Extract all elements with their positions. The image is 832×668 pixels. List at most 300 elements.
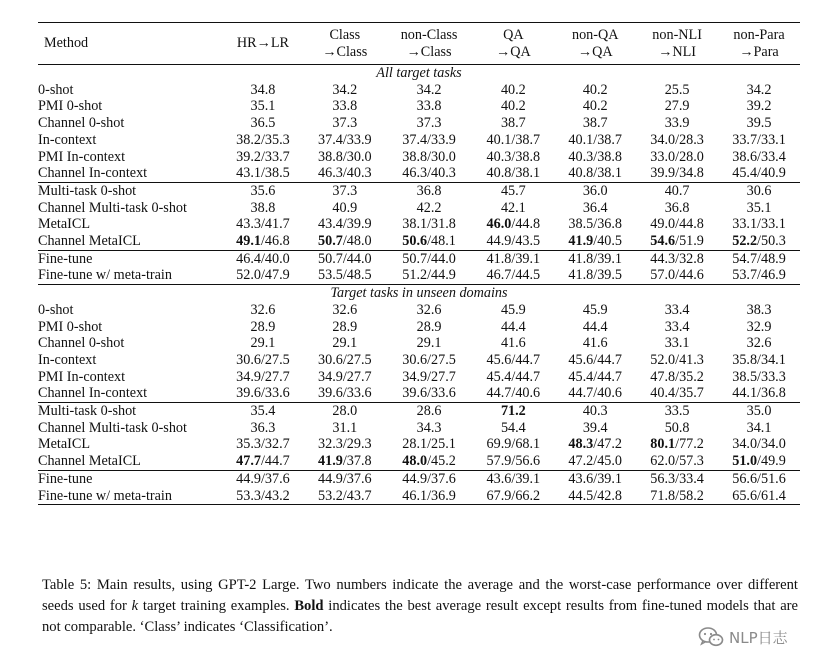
score-cell xyxy=(304,488,386,505)
average-score: 34.9 xyxy=(318,368,343,385)
table-row xyxy=(38,182,800,199)
worst-case-score: /42.8 xyxy=(593,487,623,504)
table-row xyxy=(38,319,800,336)
worst-case-score: /51.6 xyxy=(757,470,786,487)
average-score: 35.3 xyxy=(236,436,261,453)
score-cell xyxy=(222,165,304,182)
average-score: 46.7 xyxy=(486,267,512,284)
method-name-cell: Channel 0-shot xyxy=(38,335,125,352)
worst-case-score: /35.2 xyxy=(675,368,704,385)
score-cell xyxy=(718,302,800,319)
average-score: 47.8 xyxy=(650,368,676,385)
average-score: 45.9 xyxy=(582,301,608,318)
worst-case-score: /27.7 xyxy=(260,368,290,385)
method-name-cell: 0-shot xyxy=(38,81,74,98)
score-cell xyxy=(222,216,304,233)
score-cell xyxy=(636,149,718,166)
average-score: 31.1 xyxy=(332,419,358,436)
average-score: 35.8 xyxy=(732,351,758,368)
worst-case-score: /40.3 xyxy=(342,165,372,182)
score-cell xyxy=(304,302,386,319)
average-score: 30.6 xyxy=(236,351,261,368)
score-cell xyxy=(718,403,800,420)
score-cell xyxy=(222,436,304,453)
score-cell xyxy=(472,149,554,166)
average-score: 65.6 xyxy=(732,487,758,504)
worst-case-score: /37.8 xyxy=(342,453,372,470)
score-cell xyxy=(554,302,636,319)
average-score: 50.6 xyxy=(402,233,428,250)
average-score: 36.8 xyxy=(664,199,690,216)
score-cell xyxy=(222,149,304,166)
score-cell xyxy=(304,420,386,437)
score-cell xyxy=(718,200,800,217)
score-cell xyxy=(554,216,636,233)
score-cell xyxy=(636,488,718,505)
average-score: 40.9 xyxy=(332,199,358,216)
section-title: Target tasks in unseen domains xyxy=(38,285,800,302)
average-score: 48.3 xyxy=(568,436,594,453)
worst-case-score: /48.1 xyxy=(427,233,456,250)
worst-case-score: /27.5 xyxy=(260,351,290,368)
table-row xyxy=(38,352,800,369)
worst-case-score: /57.3 xyxy=(675,453,704,470)
average-score: 29.1 xyxy=(250,335,276,352)
score-cell xyxy=(636,385,718,402)
average-score: 39.2 xyxy=(236,148,261,165)
average-score: 38.7 xyxy=(582,115,608,132)
average-score: 36.5 xyxy=(250,115,276,132)
score-cell xyxy=(718,319,800,336)
average-score: 33.8 xyxy=(332,98,358,115)
average-score: 44.7 xyxy=(568,385,594,402)
worst-case-score: /43.7 xyxy=(342,487,372,504)
average-score: 34.0 xyxy=(732,436,758,453)
watermark-text: NLP日志 xyxy=(729,628,788,647)
worst-case-score: /37.6 xyxy=(427,470,456,487)
worst-case-score: /38.8 xyxy=(511,148,541,165)
score-cell xyxy=(554,115,636,132)
worst-case-score: /39.1 xyxy=(593,250,623,267)
score-cell xyxy=(636,436,718,453)
average-score: 40.1 xyxy=(568,131,594,148)
average-score: 54.4 xyxy=(500,419,526,436)
average-score: 33.5 xyxy=(664,403,690,420)
score-cell xyxy=(554,233,636,250)
average-score: 39.5 xyxy=(746,115,772,132)
worst-case-score: /45.0 xyxy=(593,453,623,470)
worst-case-score: /30.0 xyxy=(342,148,372,165)
worst-case-score: /40.3 xyxy=(427,165,456,182)
score-cell xyxy=(386,369,473,386)
average-score: 50.7 xyxy=(318,233,343,250)
score-cell xyxy=(718,436,800,453)
average-score: 33.4 xyxy=(664,301,690,318)
worst-case-score: /39.9 xyxy=(342,216,372,233)
table-row xyxy=(38,385,800,402)
section-title-row xyxy=(38,65,800,82)
average-score: 69.9 xyxy=(486,436,512,453)
score-cell xyxy=(386,436,473,453)
results-table xyxy=(38,22,800,505)
score-cell xyxy=(472,216,554,233)
score-cell xyxy=(304,470,386,487)
worst-case-score: /32.8 xyxy=(675,250,704,267)
average-score: 32.9 xyxy=(746,318,772,335)
score-cell xyxy=(718,216,800,233)
score-cell xyxy=(304,233,386,250)
average-score: 40.8 xyxy=(486,165,512,182)
score-cell xyxy=(386,216,473,233)
average-score: 44.5 xyxy=(568,487,594,504)
average-score: 28.6 xyxy=(416,403,442,420)
table-row xyxy=(38,115,800,132)
score-cell xyxy=(386,403,473,420)
score-cell xyxy=(472,335,554,352)
score-cell xyxy=(636,82,718,99)
score-cell xyxy=(718,352,800,369)
average-score: 51.2 xyxy=(402,267,428,284)
score-cell xyxy=(636,302,718,319)
score-cell xyxy=(222,453,304,470)
score-cell xyxy=(636,267,718,284)
score-cell xyxy=(636,453,718,470)
worst-case-score: /40.0 xyxy=(260,250,290,267)
score-cell xyxy=(472,182,554,199)
table-row xyxy=(38,470,800,487)
table-row xyxy=(38,436,800,453)
score-cell xyxy=(386,98,473,115)
score-cell xyxy=(636,369,718,386)
average-score: 44.9 xyxy=(236,470,261,487)
score-cell xyxy=(472,267,554,284)
average-score: 40.7 xyxy=(664,182,690,199)
table-row xyxy=(38,369,800,386)
method-name-cell: PMI In-context xyxy=(38,368,126,385)
worst-case-score: /33.1 xyxy=(757,131,786,148)
method-name-cell: Channel 0-shot xyxy=(38,115,125,132)
worst-case-score: /44.8 xyxy=(511,216,541,233)
worst-case-score: /61.4 xyxy=(757,487,786,504)
average-score: 56.3 xyxy=(650,470,676,487)
average-score: 67.9 xyxy=(486,487,512,504)
score-cell xyxy=(386,420,473,437)
column-header-line2: →NLI xyxy=(658,43,697,60)
average-score: 38.7 xyxy=(500,115,526,132)
score-cell xyxy=(386,470,473,487)
score-cell xyxy=(386,453,473,470)
average-score: 45.9 xyxy=(500,301,526,318)
average-score: 41.6 xyxy=(500,335,526,352)
score-cell xyxy=(636,403,718,420)
table-row xyxy=(38,250,800,267)
score-cell xyxy=(304,369,386,386)
score-cell xyxy=(636,319,718,336)
average-score: 35.6 xyxy=(250,182,276,199)
worst-case-score: /40.6 xyxy=(511,385,541,402)
worst-case-score: /33.6 xyxy=(342,385,372,402)
score-cell xyxy=(636,132,718,149)
average-score: 36.4 xyxy=(582,199,608,216)
column-header-line1: Method xyxy=(44,35,89,52)
average-score: 34.3 xyxy=(416,419,442,436)
score-cell xyxy=(472,132,554,149)
worst-case-score: /68.1 xyxy=(511,436,541,453)
score-cell xyxy=(718,82,800,99)
average-score: 45.4 xyxy=(486,368,512,385)
score-cell xyxy=(472,82,554,99)
average-score: 32.6 xyxy=(250,301,276,318)
score-cell xyxy=(472,488,554,505)
average-score: 33.1 xyxy=(664,335,690,352)
score-cell xyxy=(718,98,800,115)
worst-case-score: /30.0 xyxy=(427,148,456,165)
score-cell xyxy=(554,165,636,182)
average-score: 39.4 xyxy=(582,419,608,436)
column-header xyxy=(304,23,386,65)
score-cell xyxy=(304,319,386,336)
worst-case-score: /32.7 xyxy=(260,436,290,453)
worst-case-score: /44.0 xyxy=(427,250,456,267)
worst-case-score: /38.7 xyxy=(511,131,541,148)
worst-case-score: /25.1 xyxy=(427,436,456,453)
worst-case-score: /44.8 xyxy=(675,216,704,233)
average-score: 35.1 xyxy=(746,199,772,216)
score-cell xyxy=(386,488,473,505)
average-score: 36.3 xyxy=(250,419,276,436)
table-row xyxy=(38,403,800,420)
watermark xyxy=(698,625,788,649)
worst-case-score: /44.7 xyxy=(260,453,290,470)
worst-case-score: /40.9 xyxy=(757,165,786,182)
average-score: 28.1 xyxy=(402,436,428,453)
table-row xyxy=(38,488,800,505)
score-cell xyxy=(386,250,473,267)
score-cell xyxy=(386,233,473,250)
method-name-cell: In-context xyxy=(38,131,97,148)
worst-case-score: /36.8 xyxy=(757,385,786,402)
worst-case-score: /44.7 xyxy=(593,351,623,368)
worst-case-score: /33.1 xyxy=(757,216,786,233)
average-score: 40.2 xyxy=(500,81,526,98)
average-score: 37.3 xyxy=(416,115,442,132)
worst-case-score: /33.9 xyxy=(427,131,456,148)
score-cell xyxy=(472,302,554,319)
score-cell xyxy=(222,98,304,115)
average-score: 52.2 xyxy=(732,233,758,250)
worst-case-score: /49.9 xyxy=(757,453,786,470)
score-cell xyxy=(386,385,473,402)
score-cell xyxy=(472,250,554,267)
average-score: 52.0 xyxy=(236,267,261,284)
average-score: 48.0 xyxy=(402,453,428,470)
average-score: 43.4 xyxy=(318,216,343,233)
average-score: 46.1 xyxy=(402,487,428,504)
score-cell xyxy=(636,335,718,352)
average-score: 39.6 xyxy=(402,385,428,402)
worst-case-score: /27.7 xyxy=(427,368,456,385)
average-score: 34.2 xyxy=(746,81,772,98)
worst-case-score: /38.5 xyxy=(260,165,290,182)
score-cell xyxy=(222,200,304,217)
average-score: 42.2 xyxy=(416,199,442,216)
score-cell xyxy=(718,115,800,132)
average-score: 34.9 xyxy=(402,368,428,385)
column-header-line2: →QA xyxy=(577,43,613,60)
score-cell xyxy=(636,115,718,132)
worst-case-score: /44.6 xyxy=(675,267,704,284)
average-score: 50.7 xyxy=(318,250,343,267)
score-cell xyxy=(718,488,800,505)
average-score: 34.0 xyxy=(650,131,676,148)
average-score: 38.1 xyxy=(402,216,428,233)
worst-case-score: /33.7 xyxy=(260,148,290,165)
average-score: 46.3 xyxy=(402,165,428,182)
score-cell xyxy=(636,200,718,217)
score-cell xyxy=(386,165,473,182)
caption-text-3: indicates the best average result except results from fine-tuned models that are not comparable. ‘Class’ indicates ‘Classification’. xyxy=(42,598,799,635)
average-score: 38.8 xyxy=(402,148,428,165)
worst-case-score: /40.5 xyxy=(593,233,623,250)
score-cell xyxy=(554,403,636,420)
average-score: 53.2 xyxy=(318,487,343,504)
score-cell xyxy=(222,132,304,149)
score-cell xyxy=(554,200,636,217)
average-score: 38.2 xyxy=(236,131,261,148)
average-score: 44.9 xyxy=(486,233,512,250)
method-name-cell: Channel MetaICL xyxy=(38,453,141,470)
score-cell xyxy=(304,182,386,199)
worst-case-score: /38.8 xyxy=(593,148,623,165)
section-title: All target tasks xyxy=(38,65,800,82)
score-cell xyxy=(636,420,718,437)
average-score: 45.7 xyxy=(500,182,526,199)
column-header-line2: →Class xyxy=(322,43,368,60)
score-cell xyxy=(472,165,554,182)
average-score: 47.7 xyxy=(236,453,261,470)
average-score: 50.8 xyxy=(664,419,690,436)
worst-case-score: /44.7 xyxy=(511,351,541,368)
average-score: 28.9 xyxy=(332,318,358,335)
score-cell xyxy=(304,352,386,369)
average-score: 40.4 xyxy=(650,385,676,402)
average-score: 51.0 xyxy=(732,453,758,470)
score-cell xyxy=(472,385,554,402)
average-score: 44.9 xyxy=(318,470,343,487)
score-cell xyxy=(304,403,386,420)
score-cell xyxy=(222,420,304,437)
worst-case-score: /46.8 xyxy=(260,233,290,250)
table-row xyxy=(38,302,800,319)
average-score: 57.0 xyxy=(650,267,676,284)
worst-case-score: /35.3 xyxy=(260,131,290,148)
method-name-cell: Multi-task 0-shot xyxy=(38,182,222,199)
average-score: 32.3 xyxy=(318,436,343,453)
average-score: 34.1 xyxy=(746,419,772,436)
worst-case-score: /41.7 xyxy=(260,216,290,233)
score-cell xyxy=(554,453,636,470)
table-row xyxy=(38,267,800,284)
table-row xyxy=(38,132,800,149)
average-score: 45.4 xyxy=(732,165,758,182)
average-score: 32.6 xyxy=(416,301,442,318)
average-score: 35.4 xyxy=(250,403,276,420)
score-cell xyxy=(554,82,636,99)
caption-bold-word: Bold xyxy=(294,598,324,614)
worst-case-score: /51.9 xyxy=(675,233,704,250)
worst-case-score: /48.9 xyxy=(757,250,786,267)
method-name-cell: Fine-tune xyxy=(38,470,222,487)
column-header xyxy=(636,23,718,65)
worst-case-score: /36.8 xyxy=(593,216,623,233)
score-cell xyxy=(472,98,554,115)
average-score: 40.2 xyxy=(582,81,608,98)
average-score: 44.4 xyxy=(500,318,526,335)
worst-case-score: /38.1 xyxy=(593,165,623,182)
column-header-line1: non-Para xyxy=(733,27,785,43)
average-score: 34.2 xyxy=(416,81,442,98)
score-cell xyxy=(472,115,554,132)
score-cell xyxy=(554,369,636,386)
method-name-cell: Channel Multi-task 0-shot xyxy=(38,199,187,216)
score-cell xyxy=(222,385,304,402)
score-cell xyxy=(386,82,473,99)
average-score: 40.3 xyxy=(582,403,608,420)
worst-case-score: /48.5 xyxy=(342,267,372,284)
average-score: 50.7 xyxy=(402,250,428,267)
average-score: 41.8 xyxy=(486,250,512,267)
worst-case-score: /33.6 xyxy=(427,385,456,402)
column-header-line1: non-Class xyxy=(400,27,458,43)
worst-case-score: /44.0 xyxy=(342,250,372,267)
score-cell xyxy=(222,267,304,284)
score-cell xyxy=(718,149,800,166)
method-name-cell: PMI 0-shot xyxy=(38,318,103,335)
worst-case-score: /33.4 xyxy=(757,148,786,165)
worst-case-score: /77.2 xyxy=(675,436,704,453)
average-score: 37.3 xyxy=(332,115,358,132)
worst-case-score: /47.2 xyxy=(593,436,623,453)
table-header-row xyxy=(38,23,800,65)
average-score: 38.8 xyxy=(318,148,343,165)
column-header-line1: Class xyxy=(329,27,361,43)
average-score: 46.3 xyxy=(318,165,343,182)
average-score: 41.9 xyxy=(568,233,594,250)
average-score: 33.8 xyxy=(416,98,442,115)
score-cell xyxy=(304,267,386,284)
column-header xyxy=(472,23,554,65)
method-name-cell: 0-shot xyxy=(38,301,74,318)
worst-case-score: /31.8 xyxy=(427,216,456,233)
column-header xyxy=(718,23,800,65)
average-score: 36.8 xyxy=(416,182,442,199)
score-cell xyxy=(554,470,636,487)
score-cell xyxy=(718,335,800,352)
average-score: 57.9 xyxy=(486,453,512,470)
score-cell xyxy=(222,302,304,319)
column-header-line1: QA xyxy=(503,27,524,43)
score-cell xyxy=(222,82,304,99)
average-score: 33.1 xyxy=(732,216,758,233)
average-score: 33.9 xyxy=(664,115,690,132)
score-cell xyxy=(718,165,800,182)
score-cell xyxy=(636,182,718,199)
worst-case-score: /43.2 xyxy=(260,487,290,504)
column-header-line2: →Class xyxy=(406,43,452,60)
column-header-line2: →Para xyxy=(739,43,779,60)
score-cell xyxy=(472,319,554,336)
score-cell xyxy=(222,335,304,352)
